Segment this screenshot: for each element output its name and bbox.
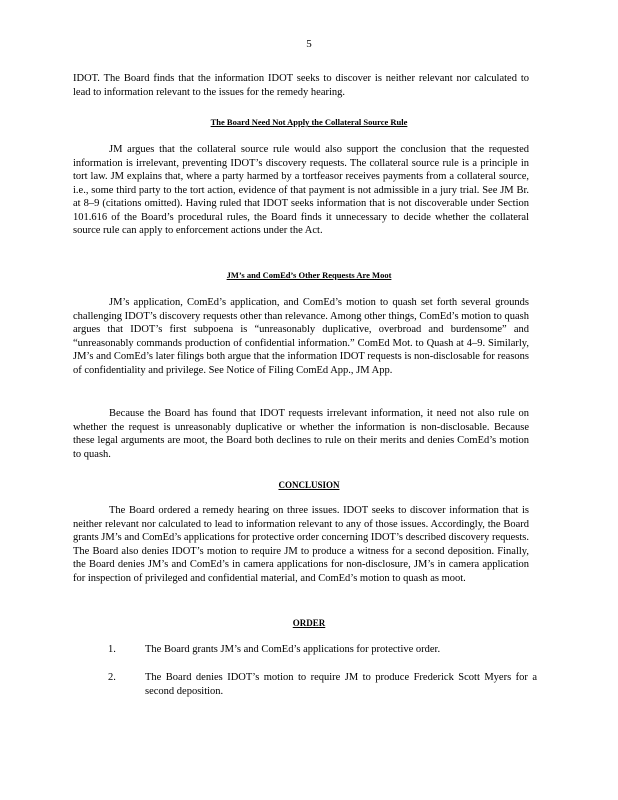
moot-paragraph-2	[73, 407, 529, 461]
heading-order	[0, 617, 618, 631]
heading-conclusion-text: CONCLUSION	[278, 480, 340, 490]
page-number: 5	[306, 38, 312, 50]
heading-other-requests-text: JM’s and ComEd’s Other Requests Are Moot	[226, 270, 392, 280]
heading-conclusion	[0, 479, 618, 493]
moot-text-2: Because the Board has found that IDOT requests irrelevant information, it need not also rule on whether the request is unreasonably duplicative or whether the information is non-disclosable. Because these legal arguments are moot, the Board both declines to rule on their merits and denies ComEd’s motion to quash.	[73, 408, 529, 460]
heading-collateral-source-text: The Board Need Not Apply the Collateral Source Rule	[210, 117, 408, 127]
moot-text-1: JM’s application, ComEd’s application, and ComEd’s motion to quash set forth several grounds challenging IDOT’s discovery requests other than relevance. Among other things, ComEd’s motion to quash argues that IDOT’s first subpoena is “unreasonably duplicative, overbroad and burdensome” and “unreasonably commands production of confidential information.” ComEd Mot. to Quash at 4–9. Similarly, JM’s and ComEd’s later filings both argue that the information IDOT requests is non-disclosable for reasons of confidentiality and privilege. See Notice of Filing ComEd App., JM App.	[73, 297, 529, 376]
order-item-text: The Board denies IDOT’s motion to require JM to produce Frederick Scott Myers for a second deposition.	[145, 672, 537, 697]
collateral-text: JM argues that the collateral source rule would also support the conclusion that the requested information is irrelevant, preventing IDOT’s discovery requests. The collateral source rule is a principle in tort law. JM explains that, where a party harmed by a tortfeasor receives payments from a collateral source, i.e., some third party to the tort action, evidence of that payment is not admissible in a jury trial. See JM Br. at 8–9 (citations omitted). Having ruled that IDOT seeks information that is not discoverable under Section 101.616 of the Board’s procedural rules, the Board finds it unnecessary to decide whether the collateral source rule can apply to enforcement actions under the Act.	[73, 144, 529, 236]
heading-other-requests	[0, 269, 618, 283]
heading-order-text: ORDER	[292, 618, 326, 628]
conclusion-paragraph	[73, 504, 529, 585]
intro-text: IDOT. The Board finds that the information IDOT seeks to discover is neither relevant nor calculated to lead to information relevant to the issues for the remedy hearing.	[73, 73, 529, 98]
intro-paragraph	[73, 72, 529, 99]
order-item-number: 2.	[108, 672, 116, 683]
order-item-text: The Board grants JM’s and ComEd’s applications for protective order.	[145, 644, 441, 655]
moot-paragraph-1	[73, 296, 529, 377]
conclusion-text: The Board ordered a remedy hearing on three issues. IDOT seeks to discover information that is neither relevant nor calculated to lead to information relevant to any of those issues. Accordingly, the Board grants JM’s and ComEd’s applications for protective order concerning IDOT’s described discovery requests. The Board also denies IDOT’s motion to require JM to produce a witness for a second deposition. Finally, the Board denies JM’s and ComEd’s in camera applications for non-disclosure, JM’s in camera application for inspection of privileged and confidential material, and ComEd’s motion to quash as moot.	[73, 505, 529, 584]
collateral-paragraph	[73, 143, 529, 238]
heading-collateral-source	[0, 116, 618, 130]
order-item-number: 1.	[108, 644, 116, 655]
